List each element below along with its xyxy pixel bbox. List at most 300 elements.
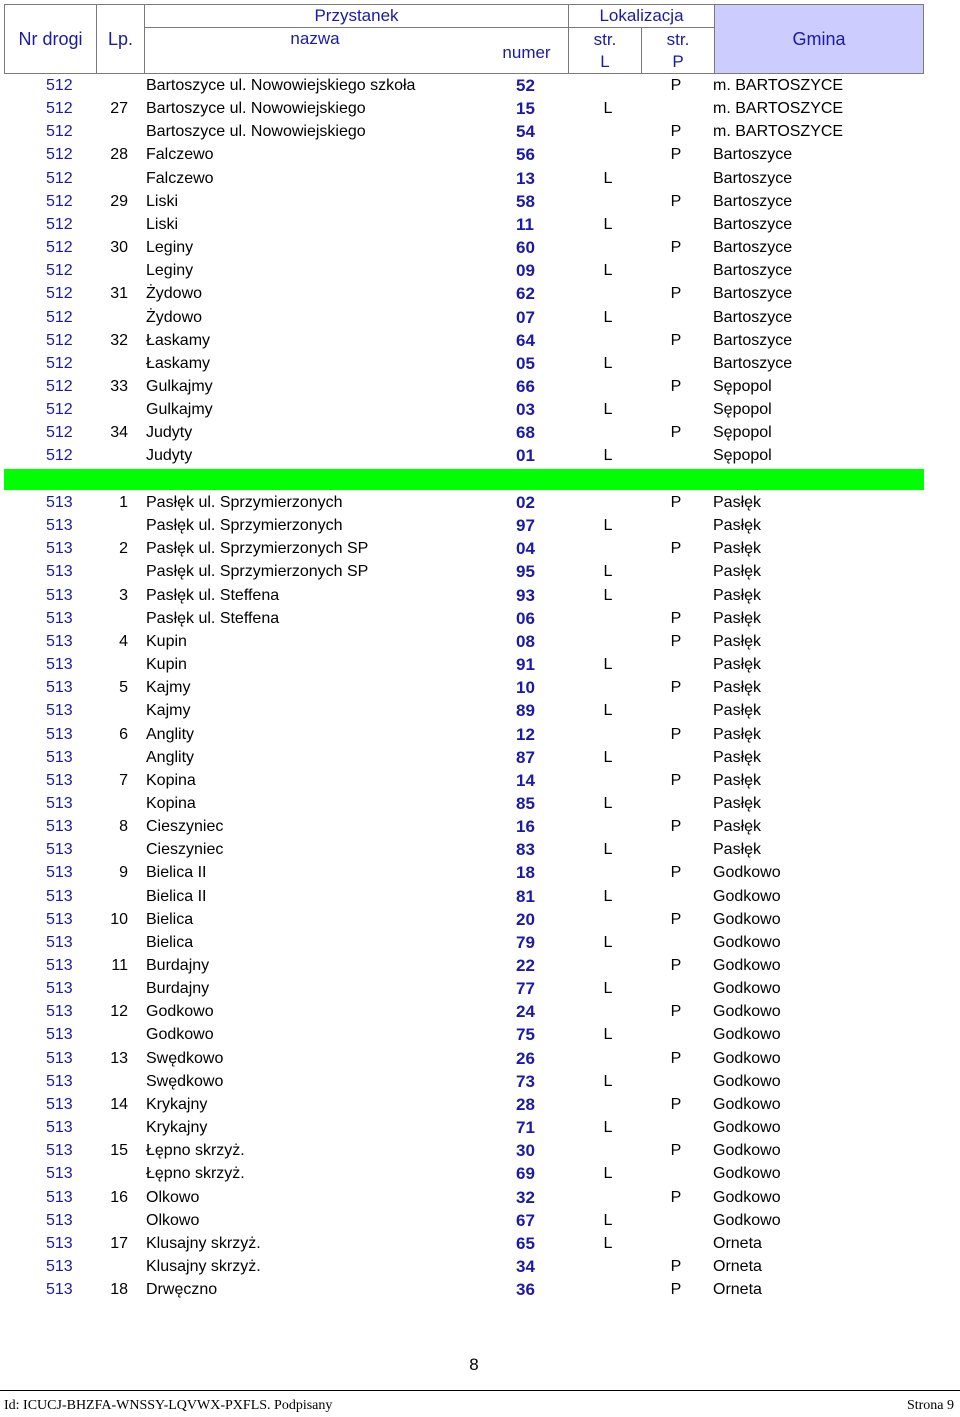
road-number: 512 xyxy=(46,447,73,465)
stop-name: Gulkajmy xyxy=(146,377,213,395)
road-number: 512 xyxy=(46,262,73,280)
stop-number: 24 xyxy=(516,1002,535,1022)
table-row xyxy=(0,769,960,792)
stop-side: P xyxy=(670,239,682,257)
stop-name: Kupin xyxy=(146,632,187,650)
stop-number: 16 xyxy=(516,817,535,837)
table-row xyxy=(0,213,960,236)
stop-side: P xyxy=(670,771,682,789)
table-row xyxy=(0,1047,960,1070)
stop-name: Drwęczno xyxy=(146,1281,218,1299)
table-row xyxy=(0,491,960,514)
road-number: 513 xyxy=(46,1119,73,1137)
stop-name: Bielica xyxy=(146,933,194,951)
row-lp: 17 xyxy=(110,1234,128,1252)
stop-number: 20 xyxy=(516,909,535,929)
stop-number: 18 xyxy=(516,863,535,883)
table-row xyxy=(0,1139,960,1162)
stop-side: L xyxy=(603,447,613,465)
stop-number: 87 xyxy=(516,747,535,767)
footer-document-id: Id: ICUCJ-BHZFA-WNSSY-LQVWX-PXFLS. Podpisany xyxy=(4,1398,333,1413)
row-lp: 5 xyxy=(119,679,128,697)
road-number: 513 xyxy=(46,771,73,789)
gmina-name: Godkowo xyxy=(713,1165,781,1183)
row-lp: 8 xyxy=(119,818,128,836)
table-row xyxy=(0,74,960,97)
header-str-p-bottom: P xyxy=(672,51,684,71)
table-row xyxy=(0,97,960,120)
table-row xyxy=(0,607,960,630)
table-row xyxy=(0,120,960,143)
road-number: 512 xyxy=(46,401,73,419)
row-lp: 4 xyxy=(119,632,128,650)
stop-side: L xyxy=(603,354,613,372)
stop-side: L xyxy=(603,262,613,280)
stop-number: 77 xyxy=(516,979,535,999)
stop-name: Liski xyxy=(146,192,179,210)
table-row xyxy=(0,1209,960,1232)
gmina-name: m. BARTOSZYCE xyxy=(713,123,844,141)
stop-side: P xyxy=(670,192,682,210)
stop-side: L xyxy=(603,563,613,581)
row-lp: 1 xyxy=(119,494,128,511)
road-number: 513 xyxy=(46,933,73,951)
road-number: 513 xyxy=(46,1095,73,1113)
gmina-name: Bartoszyce xyxy=(713,239,793,257)
gmina-name: Pasłęk xyxy=(713,632,762,650)
header-str-l-bottom: L xyxy=(600,51,610,71)
gmina-name: Bartoszyce xyxy=(713,331,793,349)
stop-name: Olkowo xyxy=(146,1188,200,1206)
road-number: 512 xyxy=(46,331,73,349)
stop-name: Bartoszyce ul. Nowowiejskiego xyxy=(146,123,366,141)
table-row xyxy=(0,861,960,884)
stop-number: 52 xyxy=(516,76,535,95)
stop-name: Cieszyniec xyxy=(146,841,224,859)
gmina-name: Pasłęk xyxy=(713,586,762,604)
road-number: 513 xyxy=(46,702,73,720)
stop-number: 73 xyxy=(516,1071,535,1091)
stop-number: 89 xyxy=(516,701,535,721)
row-lp: 34 xyxy=(110,424,128,442)
road-number: 512 xyxy=(46,192,73,210)
table-row xyxy=(0,1000,960,1023)
road-number: 513 xyxy=(46,910,73,928)
road-number: 513 xyxy=(46,794,73,812)
header-str-l-top: str. xyxy=(593,29,617,49)
road-number: 513 xyxy=(46,864,73,882)
road-number: 513 xyxy=(46,818,73,836)
gmina-name: Pasłęk xyxy=(713,702,762,720)
row-lp: 33 xyxy=(110,377,128,395)
stop-name: Pasłęk ul. Steffena xyxy=(146,586,280,604)
stop-name: Gulkajmy xyxy=(146,401,213,419)
gmina-name: Godkowo xyxy=(713,1026,781,1044)
stop-name: Bielica II xyxy=(146,864,207,882)
stop-side: L xyxy=(603,656,613,674)
stop-number: 83 xyxy=(516,840,535,860)
road-number: 513 xyxy=(46,1211,73,1229)
stop-name: Bielica xyxy=(146,910,194,928)
road-number: 513 xyxy=(46,841,73,859)
table-row xyxy=(0,653,960,676)
stop-name: Łępno skrzyż. xyxy=(146,1165,245,1183)
table-row xyxy=(0,815,960,838)
stop-side: P xyxy=(670,1003,682,1021)
stop-side: L xyxy=(603,841,613,859)
gmina-name: Godkowo xyxy=(713,1142,781,1160)
gmina-name: m. BARTOSZYCE xyxy=(713,100,844,118)
stop-side: L xyxy=(603,1072,613,1090)
table-row xyxy=(0,1186,960,1209)
gmina-name: Godkowo xyxy=(713,1049,781,1067)
header-przystanek: Przystanek xyxy=(145,5,569,27)
stop-number: 36 xyxy=(516,1280,535,1300)
stop-name: Bartoszyce ul. Nowowiejskiego xyxy=(146,100,366,118)
stop-name: Godkowo xyxy=(146,1003,214,1021)
table-row xyxy=(0,630,960,653)
stop-name: Krykajny xyxy=(146,1119,208,1137)
road-number: 513 xyxy=(46,632,73,650)
stop-name: Anglity xyxy=(146,748,195,766)
gmina-name: Sępopol xyxy=(713,424,772,442)
stop-number: 14 xyxy=(516,770,535,790)
gmina-name: Bartoszyce xyxy=(713,169,793,187)
road-number: 512 xyxy=(46,123,73,141)
stop-number: 81 xyxy=(516,886,535,906)
stop-number: 08 xyxy=(516,631,535,651)
stop-side: P xyxy=(670,864,682,882)
stop-name: Burdajny xyxy=(146,980,210,998)
gmina-name: Bartoszyce xyxy=(713,262,793,280)
stop-side: L xyxy=(603,887,613,905)
road-separator-band xyxy=(4,469,924,490)
stop-number: 26 xyxy=(516,1048,535,1068)
road-number: 513 xyxy=(46,1234,73,1252)
table-row xyxy=(0,1255,960,1278)
row-lp: 30 xyxy=(110,239,128,257)
table-row xyxy=(0,723,960,746)
road-number: 513 xyxy=(46,1165,73,1183)
stop-number: 05 xyxy=(516,353,535,373)
gmina-name: Pasłęk xyxy=(713,748,762,766)
road-number: 513 xyxy=(46,586,73,604)
road-number: 512 xyxy=(46,285,73,303)
stop-number: 91 xyxy=(516,655,535,675)
table-row xyxy=(0,977,960,1000)
stop-name: Łaskamy xyxy=(146,331,211,349)
stop-name: Swędkowo xyxy=(146,1049,224,1067)
stop-name: Leginy xyxy=(146,239,194,257)
road-number: 513 xyxy=(46,517,73,535)
gmina-name: Godkowo xyxy=(713,1095,781,1113)
stop-name: Kajmy xyxy=(146,679,191,697)
stop-number: 28 xyxy=(516,1094,535,1114)
road-number: 512 xyxy=(46,77,73,94)
gmina-name: Godkowo xyxy=(713,1188,781,1206)
stop-number: 69 xyxy=(516,1164,535,1184)
stop-side: L xyxy=(603,517,613,535)
header-lp: Lp. xyxy=(97,5,145,73)
table-row xyxy=(0,236,960,259)
stop-side: L xyxy=(603,980,613,998)
stop-side: L xyxy=(603,1119,613,1137)
stop-side: P xyxy=(670,818,682,836)
stop-name: Cieszyniec xyxy=(146,818,224,836)
stop-number: 85 xyxy=(516,793,535,813)
gmina-name: Pasłęk xyxy=(713,540,762,558)
gmina-name: Pasłęk xyxy=(713,771,762,789)
gmina-name: Bartoszyce xyxy=(713,146,793,164)
gmina-name: Orneta xyxy=(713,1281,762,1299)
gmina-name: Pasłęk xyxy=(713,818,762,836)
gmina-name: Godkowo xyxy=(713,910,781,928)
stop-side: P xyxy=(670,424,682,442)
gmina-name: m. BARTOSZYCE xyxy=(713,77,844,94)
table-row xyxy=(0,931,960,954)
table-row xyxy=(0,1070,960,1093)
table-row xyxy=(0,676,960,699)
stop-side: P xyxy=(670,123,682,141)
table-row xyxy=(0,329,960,352)
gmina-name: Sępopol xyxy=(713,401,772,419)
stop-number: 66 xyxy=(516,376,535,396)
gmina-name: Sępopol xyxy=(713,447,772,465)
table-row xyxy=(0,143,960,166)
gmina-name: Godkowo xyxy=(713,864,781,882)
stop-number: 54 xyxy=(516,122,535,142)
road-number: 512 xyxy=(46,354,73,372)
row-lp: 7 xyxy=(119,771,128,789)
table-row xyxy=(0,352,960,375)
row-lp: 12 xyxy=(110,1003,128,1021)
stop-side: L xyxy=(603,169,613,187)
header-nazwa: nazwa xyxy=(290,29,340,48)
road-number: 513 xyxy=(46,563,73,581)
row-lp: 9 xyxy=(119,864,128,882)
row-lp: 29 xyxy=(110,192,128,210)
road-number: 513 xyxy=(46,748,73,766)
stop-number: 79 xyxy=(516,932,535,952)
stop-side: P xyxy=(670,725,682,743)
stop-side: P xyxy=(670,1188,682,1206)
stop-name: Klusajny skrzyż. xyxy=(146,1257,261,1275)
stop-number: 07 xyxy=(516,307,535,327)
table-row xyxy=(0,259,960,282)
stop-side: P xyxy=(670,494,682,511)
stop-name: Judyty xyxy=(146,447,193,465)
gmina-name: Godkowo xyxy=(713,1211,781,1229)
road-number: 512 xyxy=(46,169,73,187)
stop-side: P xyxy=(670,77,682,94)
gmina-name: Bartoszyce xyxy=(713,192,793,210)
road-number: 513 xyxy=(46,656,73,674)
road-number: 513 xyxy=(46,1072,73,1090)
stop-number: 15 xyxy=(516,99,535,119)
stop-name: Krykajny xyxy=(146,1095,208,1113)
header-nr-drogi: Nr drogi xyxy=(5,5,97,73)
stop-name: Olkowo xyxy=(146,1211,200,1229)
header-gmina: Gmina xyxy=(715,5,923,73)
row-lp: 16 xyxy=(110,1188,128,1206)
stop-name: Kajmy xyxy=(146,702,191,720)
stop-side: L xyxy=(603,100,613,118)
road-number: 513 xyxy=(46,1003,73,1021)
row-lp: 3 xyxy=(119,586,128,604)
stop-name: Swędkowo xyxy=(146,1072,224,1090)
stop-side: P xyxy=(670,331,682,349)
stop-number: 60 xyxy=(516,238,535,258)
stop-number: 62 xyxy=(516,284,535,304)
stop-number: 02 xyxy=(516,493,535,512)
row-lp: 2 xyxy=(119,540,128,558)
gmina-name: Sępopol xyxy=(713,377,772,395)
table-row xyxy=(0,1278,960,1301)
gmina-name: Godkowo xyxy=(713,980,781,998)
gmina-name: Orneta xyxy=(713,1257,762,1275)
table-row xyxy=(0,908,960,931)
table-row xyxy=(0,537,960,560)
stop-number: 93 xyxy=(516,585,535,605)
stop-number: 67 xyxy=(516,1210,535,1230)
row-lp: 14 xyxy=(110,1095,128,1113)
road-number: 513 xyxy=(46,609,73,627)
row-lp: 10 xyxy=(110,910,128,928)
stop-name: Pasłęk ul. Sprzymierzonych SP xyxy=(146,540,369,558)
gmina-name: Godkowo xyxy=(713,957,781,974)
road-number: 513 xyxy=(46,1049,73,1067)
road-number: 512 xyxy=(46,100,73,118)
gmina-name: Godkowo xyxy=(713,1003,781,1021)
road-number: 512 xyxy=(46,377,73,395)
table-row xyxy=(0,1093,960,1116)
stop-name: Kupin xyxy=(146,656,187,674)
gmina-name: Pasłęk xyxy=(713,609,762,627)
table-row xyxy=(0,167,960,190)
gmina-name: Bartoszyce xyxy=(713,308,793,326)
gmina-name: Godkowo xyxy=(713,1072,781,1090)
gmina-name: Pasłęk xyxy=(713,517,762,535)
stop-name: Godkowo xyxy=(146,1026,214,1044)
table-row xyxy=(0,421,960,444)
stop-number: 34 xyxy=(516,1256,535,1276)
stop-name: Pasłęk ul. Steffena xyxy=(146,609,280,627)
stop-name: Leginy xyxy=(146,262,194,280)
header-lokalizacja: Lokalizacja xyxy=(569,5,715,27)
stop-number: 09 xyxy=(516,261,535,281)
stop-name: Żydowo xyxy=(146,285,203,303)
stop-number: 75 xyxy=(516,1025,535,1045)
table-row xyxy=(0,560,960,583)
road-number: 513 xyxy=(46,1188,73,1206)
gmina-name: Pasłęk xyxy=(713,794,762,812)
stop-side: P xyxy=(670,1142,682,1160)
header-str-p xyxy=(642,28,715,73)
gmina-name: Bartoszyce xyxy=(713,354,793,372)
road-number: 513 xyxy=(46,887,73,905)
table-row xyxy=(0,190,960,213)
gmina-name: Pasłęk xyxy=(713,725,762,743)
gmina-name: Bartoszyce xyxy=(713,215,793,233)
stop-side: P xyxy=(670,1281,682,1299)
page-number: 8 xyxy=(469,1355,479,1374)
road-number: 512 xyxy=(46,146,73,164)
stop-name: Anglity xyxy=(146,725,195,743)
road-number: 513 xyxy=(46,679,73,697)
stop-name: Łaskamy xyxy=(146,354,211,372)
stop-number: 30 xyxy=(516,1141,535,1161)
road-number: 513 xyxy=(46,980,73,998)
stop-side: L xyxy=(603,1211,613,1229)
stop-name: Łępno skrzyż. xyxy=(146,1142,245,1160)
stop-name: Liski xyxy=(146,215,179,233)
gmina-name: Godkowo xyxy=(713,1119,781,1137)
stop-name: Żydowo xyxy=(146,308,203,326)
row-lp: 31 xyxy=(110,285,128,303)
stop-side: P xyxy=(670,1095,682,1113)
stop-side: L xyxy=(603,748,613,766)
stop-number: 32 xyxy=(516,1187,535,1207)
stop-number: 12 xyxy=(516,724,535,744)
stop-number: 04 xyxy=(516,539,535,559)
road-number: 512 xyxy=(46,308,73,326)
stop-number: 71 xyxy=(516,1118,535,1138)
table-row xyxy=(0,1023,960,1046)
road-number: 513 xyxy=(46,957,73,974)
road-number: 512 xyxy=(46,239,73,257)
row-lp: 18 xyxy=(110,1281,128,1299)
gmina-name: Pasłęk xyxy=(713,679,762,697)
stop-side: L xyxy=(603,215,613,233)
stop-name: Bartoszyce ul. Nowowiejskiego szkoła xyxy=(146,77,416,94)
stop-side: P xyxy=(670,957,682,974)
table-row xyxy=(0,885,960,908)
table-row xyxy=(0,306,960,329)
stop-name: Bielica II xyxy=(146,887,207,905)
stop-name: Klusajny skrzyż. xyxy=(146,1234,261,1252)
stop-side: L xyxy=(603,308,613,326)
table-row xyxy=(0,375,960,398)
table-row xyxy=(0,514,960,537)
stop-side: L xyxy=(603,1026,613,1044)
stop-name: Kopina xyxy=(146,794,196,812)
stop-number: 95 xyxy=(516,562,535,582)
stop-number: 11 xyxy=(516,214,534,234)
table-row xyxy=(0,584,960,607)
gmina-name: Godkowo xyxy=(713,887,781,905)
gmina-name: Godkowo xyxy=(713,933,781,951)
table-row xyxy=(0,746,960,769)
stop-name: Falczewo xyxy=(146,146,214,164)
header-numer: numer xyxy=(485,28,569,73)
row-lp: 27 xyxy=(110,100,128,118)
footer-divider xyxy=(0,1390,960,1391)
table-row xyxy=(0,282,960,305)
gmina-name: Pasłęk xyxy=(713,841,762,859)
stop-name: Pasłęk ul. Sprzymierzonych xyxy=(146,517,343,535)
row-lp: 28 xyxy=(110,146,128,164)
table-row xyxy=(0,1116,960,1139)
stop-side: P xyxy=(670,146,682,164)
gmina-name: Pasłęk xyxy=(713,494,762,511)
stop-number: 68 xyxy=(516,423,535,443)
stop-number: 56 xyxy=(516,145,535,165)
stop-side: L xyxy=(603,1234,613,1252)
stop-number: 64 xyxy=(516,330,535,350)
stop-side: P xyxy=(670,1049,682,1067)
table-row xyxy=(0,444,960,467)
stop-side: P xyxy=(670,1257,682,1275)
